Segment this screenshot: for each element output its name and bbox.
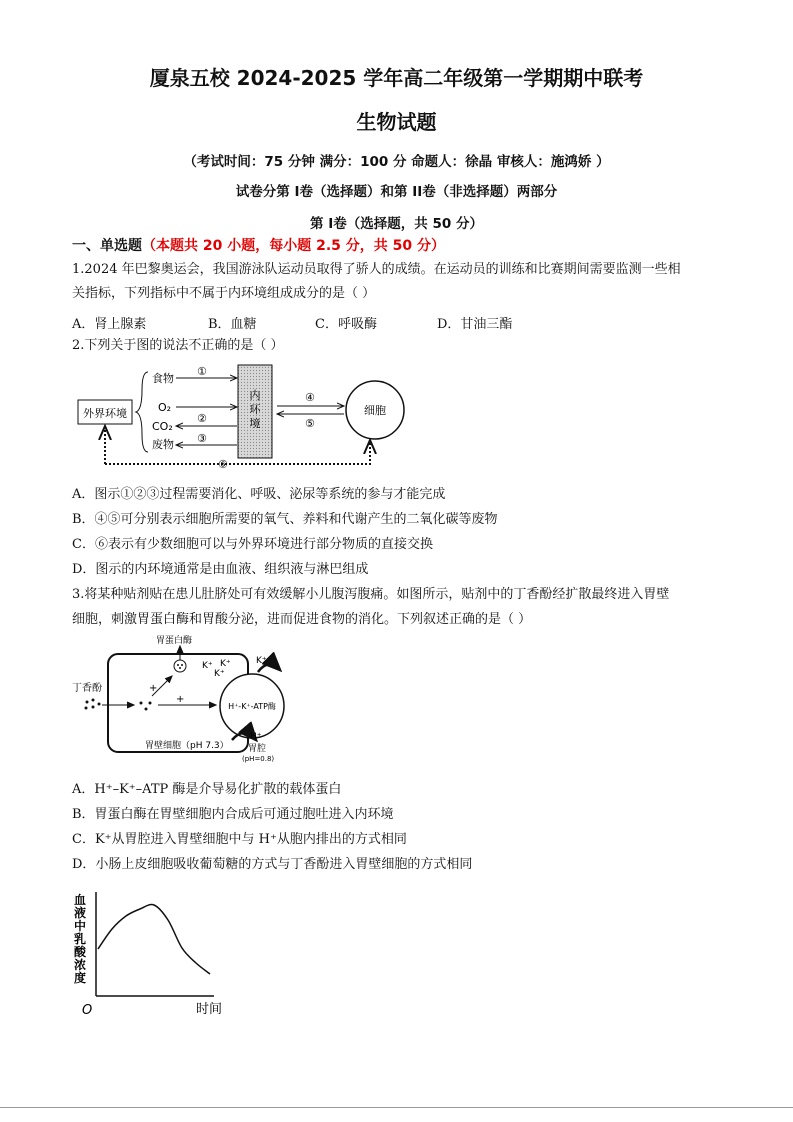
q1-option-d[interactable]: D．甘油三酯: [437, 317, 513, 332]
label-n1: ①: [197, 365, 207, 378]
label-n6: ⑥: [218, 458, 228, 471]
q3-option-b[interactable]: B．胃蛋白酶在胃壁细胞内合成后可通过胞吐进入内环境: [72, 807, 394, 822]
chart-ylabel: 血液中乳酸浓度: [74, 893, 87, 985]
section-detail: （本题共 20 小题，每小题 2.5 分，共 50 分）: [142, 238, 446, 254]
label-n4: ④: [305, 391, 315, 404]
q3-option-a[interactable]: A．H⁺–K⁺–ATP 酶是介导易化扩散的载体蛋白: [72, 782, 342, 797]
question-1-line-1: 1.2024 年巴黎奥运会，我国游泳队运动员取得了骄人的成绩。在运动员的训练和比赛期间需要监测一些相: [72, 262, 681, 277]
question-2-stem: 2.下列关于图的说法不正确的是（ ）: [72, 338, 284, 353]
label-n2: ②: [197, 412, 207, 425]
exam-info: （考试时间：75 分钟 满分：100 分 命题人：徐晶 审核人：施鸿娇 ）: [183, 154, 610, 170]
q2-option-b[interactable]: B．④⑤可分别表示细胞所需要的氧气、养料和代谢产生的二氧化碳等废物: [72, 512, 498, 527]
question-1: [72, 258, 732, 306]
q2-option-d[interactable]: D．图示的内环境通常是由血液、组织液与淋巴组成: [72, 562, 369, 577]
page-bottom-rule: [0, 1107, 793, 1108]
question-2-options: [72, 482, 732, 582]
k-ion-2: K⁺: [220, 659, 231, 669]
label-n5: ⑤: [305, 417, 315, 430]
q2-option-c[interactable]: C．⑥表示有少数细胞可以与外界环境进行部分物质的直接交换: [72, 537, 433, 552]
q1-option-b[interactable]: B．血糖: [208, 317, 257, 332]
eugenol-label: 丁香酚: [72, 683, 102, 694]
question-3: [72, 582, 732, 632]
exam-title: 厦泉五校 2024-2025 学年高二年级第一学期期中联考: [149, 66, 644, 90]
part-heading: 第 I卷（选择题，共 50 分）: [310, 216, 483, 232]
q3-diagram: [72, 630, 312, 770]
pepsin-vesicle: [174, 660, 186, 672]
k-ion-4: K⁺: [256, 656, 267, 666]
lactate-series-line: [98, 905, 210, 974]
label-n3: ③: [197, 432, 207, 445]
lactate-chart: [68, 880, 238, 1020]
q3-option-c[interactable]: C．K⁺从胃腔进入胃壁细胞中与 H⁺从胞内排出的方式相同: [72, 832, 407, 847]
chart-origin: O: [82, 1003, 93, 1018]
question-3-line-2: 细胞，刺激胃蛋白酶和胃酸分泌，进而促进食物的消化。下列叙述正确的是（ ）: [72, 612, 532, 627]
question-3-line-1: 3.将某种贴剂贴在患儿肚脐处可有效缓解小儿腹泻腹痛。如图所示，贴剂中的丁香酚经扩散最终进入胃壁: [72, 587, 670, 602]
section-heading: [72, 235, 445, 255]
outside-env-label: 外界环境: [83, 407, 127, 420]
paper-note: 试卷分第 I卷（选择题）和第 II卷（非选择题）两部分: [235, 184, 558, 200]
k-ion-3: K⁺: [214, 669, 225, 679]
o2-label: O₂: [158, 401, 172, 414]
q1-option-c[interactable]: C．呼吸酶: [315, 317, 377, 332]
lumen-ph: (pH=0.8): [242, 755, 275, 763]
q2-diagram: [72, 360, 412, 475]
chart-xlabel: 时间: [196, 1002, 223, 1017]
co2-label: CO₂: [152, 420, 173, 433]
plus-1: +: [149, 683, 158, 694]
brace: [136, 372, 148, 452]
k-ion-1: K⁺: [202, 661, 213, 671]
pump-label: H⁺-K⁺-ATP酶: [228, 702, 276, 711]
food-label: 食物: [152, 372, 174, 385]
section-label: 一、单选题: [72, 238, 142, 254]
inner-env-label: 内环境: [249, 389, 261, 430]
q3-option-d[interactable]: D．小肠上皮细胞吸收葡萄糖的方式与丁香酚进入胃壁细胞的方式相同: [72, 857, 473, 872]
question-1-line-2: 关指标，下列指标中不属于内环境组成成分的是（ ）: [72, 286, 376, 301]
pepsin-label: 胃蛋白酶: [156, 636, 193, 646]
cell-label: 细胞: [364, 404, 386, 417]
h-ion: H⁺: [250, 732, 262, 742]
q1-option-a[interactable]: A．肾上腺素: [72, 317, 147, 332]
q2-option-a[interactable]: A．图示①②③过程需要消化、呼吸、泌尿等系统的参与才能完成: [72, 487, 446, 502]
question-3-options: [72, 777, 732, 877]
plus-2: +: [176, 694, 185, 705]
lumen-label: 胃腔: [248, 744, 267, 754]
subject-title: 生物试题: [356, 110, 437, 134]
stomach-cell-label: 胃壁细胞（pH 7.3）: [145, 741, 229, 751]
waste-label: 废物: [152, 438, 174, 451]
